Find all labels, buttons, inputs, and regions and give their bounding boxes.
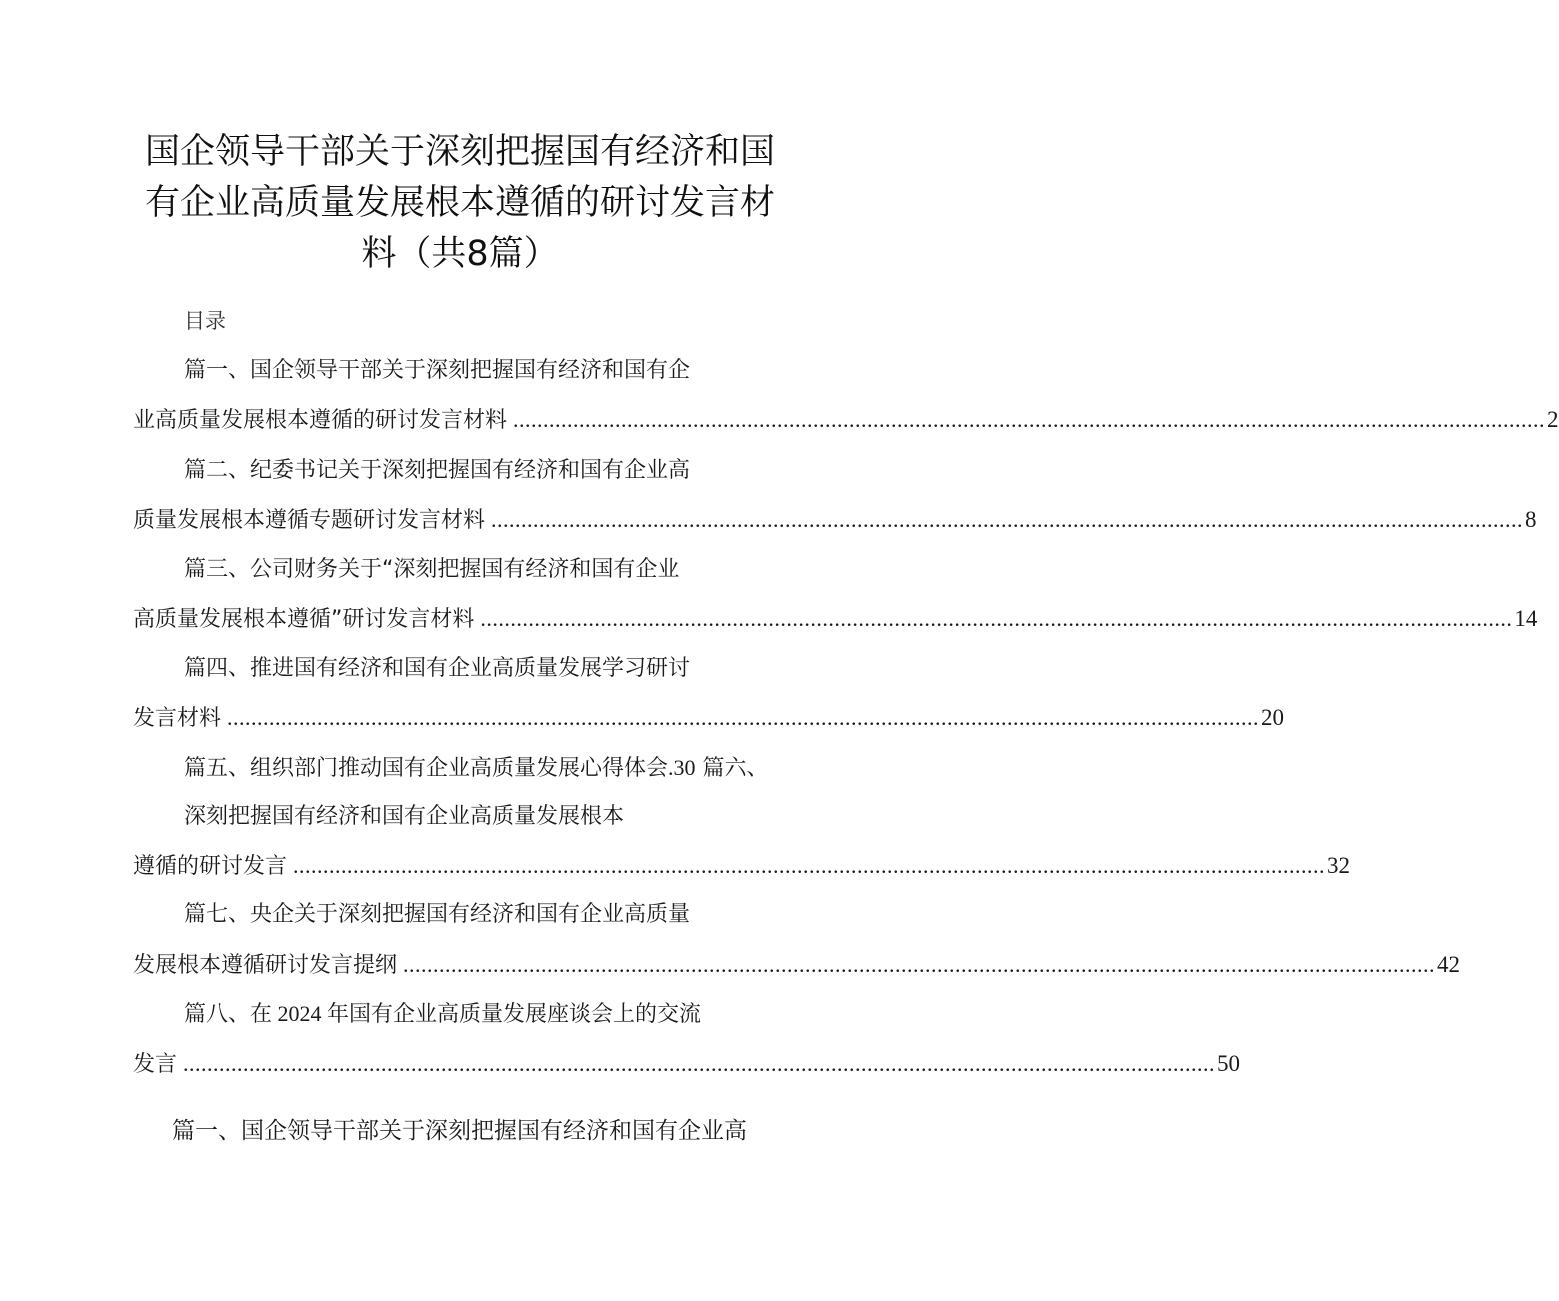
toc-entry-3-title: 高质量发展根本遵循”研讨发言材料 — [133, 607, 475, 632]
document-title-line-2: 有企业高质量发展根本遵循的研讨发言材 — [144, 183, 775, 223]
toc-entry-2-line-2[interactable] — [133, 504, 1537, 537]
document-title-line-3: 料（共8篇） — [361, 234, 559, 274]
document-title-line-1: 国企领导干部关于深刻把握国有经济和国 — [144, 132, 775, 172]
toc-entry-5-page: .30 — [668, 755, 696, 780]
toc-entry-5-text: 篇五、组织部门推动国有企业高质量发展心得体会 — [184, 756, 669, 781]
toc-leader-dots: ............................................................................................................................................................................ — [491, 507, 1524, 532]
toc-entry-6-line-2[interactable] — [133, 850, 1351, 883]
toc-entry-7-line-1: 篇七、央企关于深刻把握国有经济和国有企业高质量 — [184, 902, 691, 927]
toc-entry-6-prefix: 篇六、 — [695, 756, 769, 781]
section-heading: 篇一、国企领导干部关于深刻把握国有经济和国有企业高 — [172, 1118, 747, 1144]
toc-entry-2-line-1: 篇二、纪委书记关于深刻把握国有经济和国有企业高 — [184, 458, 691, 483]
toc-leader-dots: ............................................................................................................................................................................ — [293, 853, 1326, 878]
toc-entry-1-page: 2 — [1547, 407, 1559, 432]
toc-entry-6-title: 遵循的研讨发言 — [133, 854, 288, 879]
toc-entry-3-line-1: 篇三、公司财务关于“深刻把握国有经济和国有企业 — [184, 557, 680, 582]
toc-entry-4-line-2[interactable] — [133, 702, 1285, 735]
toc-entry-8-line-2[interactable] — [133, 1048, 1241, 1081]
toc-entry-2-page: 8 — [1525, 507, 1537, 532]
toc-entry-7-page: 42 — [1437, 952, 1461, 977]
toc-leader-dots: ............................................................................................................................................................................ — [513, 407, 1546, 432]
toc-entry-1-title: 业高质量发展根本遵循的研讨发言材料 — [133, 408, 508, 433]
toc-leader-dots: ............................................................................................................................................................................ — [227, 705, 1260, 730]
toc-entry-8-line-1 — [184, 998, 701, 1031]
toc-entry-7-title: 发展根本遵循研讨发言提纲 — [133, 953, 398, 978]
toc-entry-8-page: 50 — [1217, 1051, 1241, 1076]
toc-entry-2-title: 质量发展根本遵循专题研讨发言材料 — [133, 508, 486, 533]
toc-entry-3-line-2[interactable] — [133, 603, 1538, 636]
toc-entry-6-line-1: 深刻把握国有经济和国有企业高质量发展根本 — [184, 804, 625, 829]
toc-entry-8-text-b: 年国有企业高质量发展座谈会上的交流 — [327, 1002, 702, 1027]
toc-entry-4-page: 20 — [1261, 705, 1285, 730]
toc-leader-dots: ............................................................................................................................................................................ — [480, 606, 1513, 631]
toc-leader-dots: ............................................................................................................................................................................ — [403, 952, 1436, 977]
toc-entry-8-title: 发言 — [133, 1052, 178, 1077]
toc-entry-4-title: 发言材料 — [133, 706, 222, 731]
toc-entry-8-text-a: 篇八、在 — [184, 1002, 273, 1027]
toc-entry-4-line-1: 篇四、推进国有经济和国有企业高质量发展学习研讨 — [184, 656, 691, 681]
toc-leader-dots: ............................................................................................................................................................................ — [183, 1051, 1216, 1076]
toc-entry-8-year: 2024 — [272, 1001, 328, 1026]
toc-label: 目录 — [184, 309, 226, 333]
toc-entry-1-line-1: 篇一、国企领导干部关于深刻把握国有经济和国有企 — [184, 358, 691, 383]
toc-entry-6-page: 32 — [1327, 853, 1351, 878]
toc-entry-1-line-2[interactable] — [133, 404, 1559, 437]
toc-entry-3-page: 14 — [1514, 606, 1538, 631]
toc-entry-5-line-1 — [184, 752, 769, 785]
toc-entry-7-line-2[interactable] — [133, 949, 1461, 982]
